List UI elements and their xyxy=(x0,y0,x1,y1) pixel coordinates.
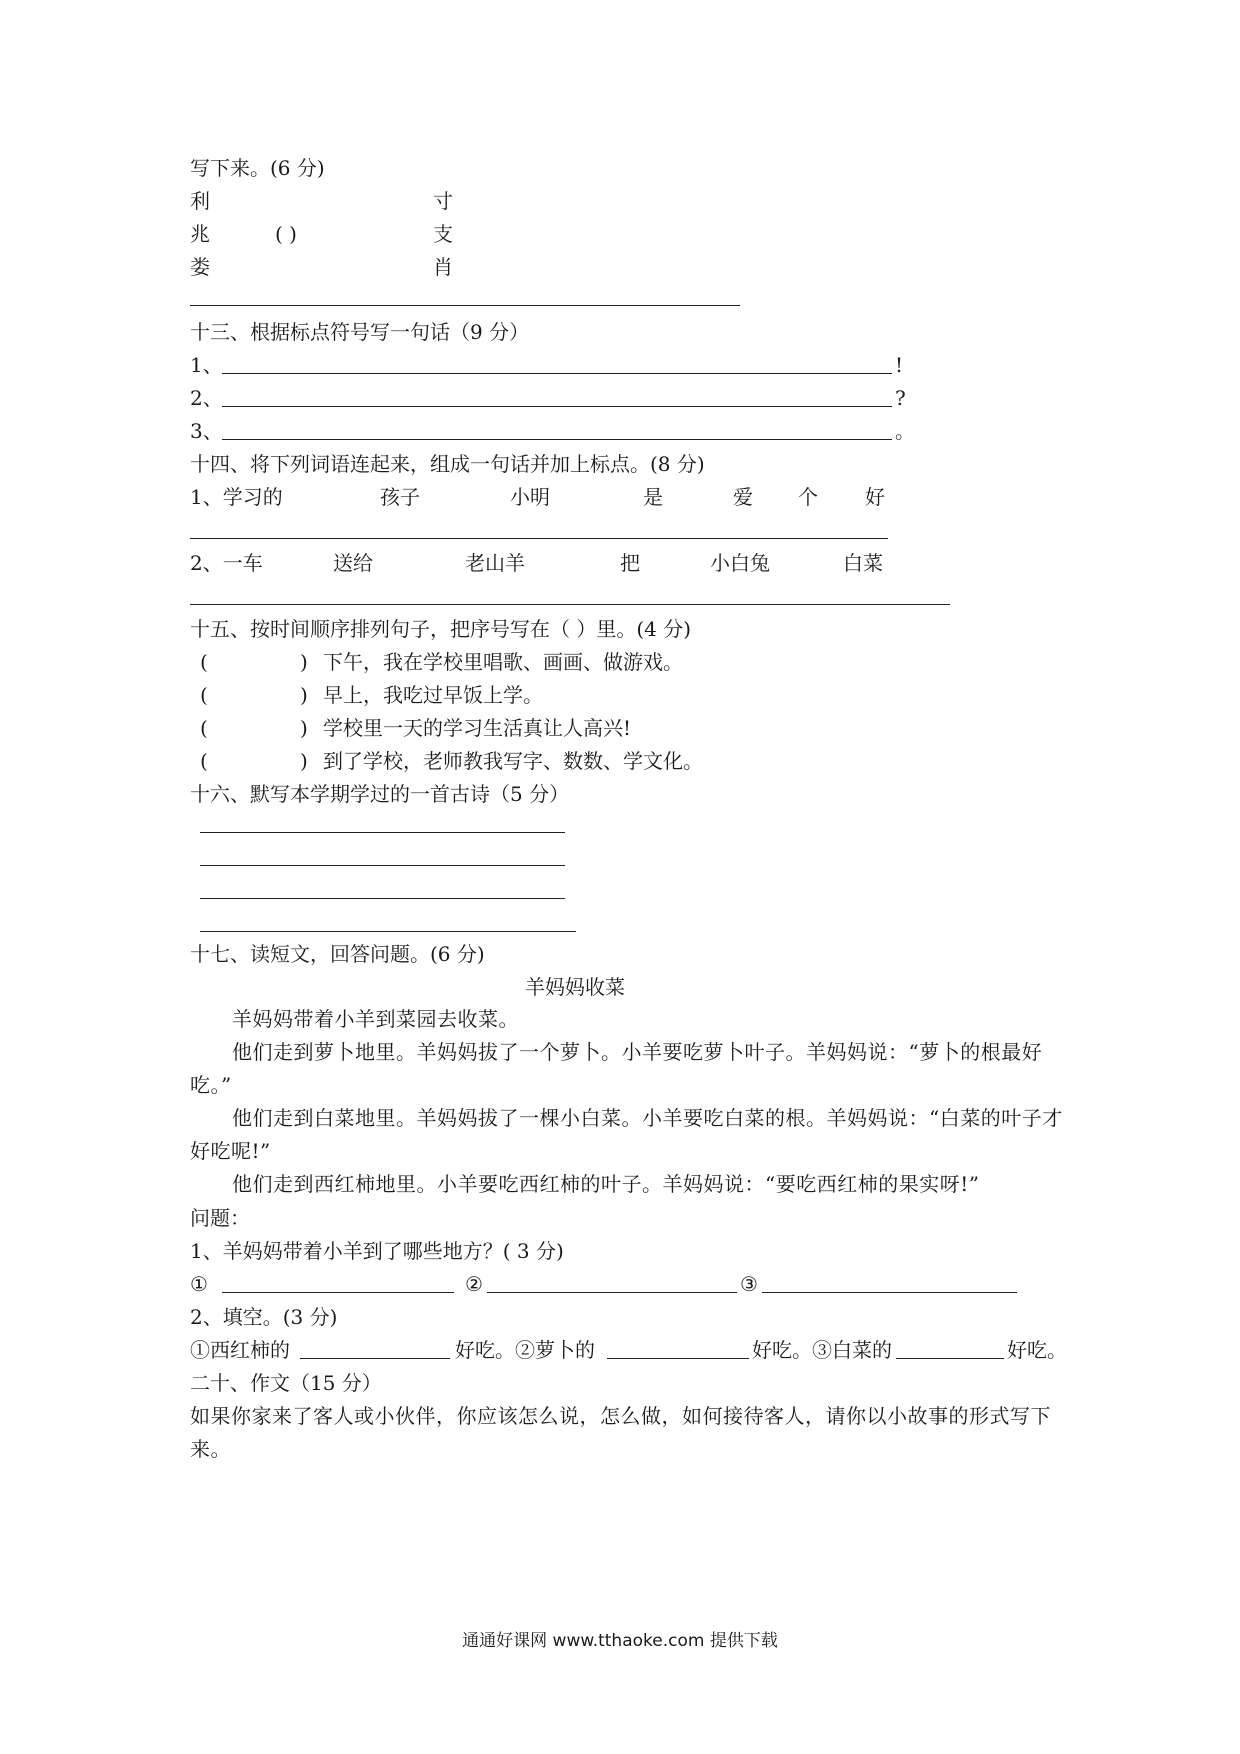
q13-title: 十三、根据标点符号写一句话（9 分） xyxy=(190,320,530,344)
q17-paragraph-4: 他们走到西红柿地里。小羊要吃西红柿的叶子。羊妈妈说：“要吃西红柿的果实呀!” xyxy=(232,1172,980,1196)
q12-left-char-1: 利 xyxy=(190,189,210,213)
q20-title: 二十、作文（15 分） xyxy=(190,1371,382,1395)
q17-paragraph-1: 羊妈妈带着小羊到菜园去收菜。 xyxy=(232,1007,519,1031)
q15-item-4-text: 到了学校，老师教我写字、数数、学文化。 xyxy=(323,749,703,773)
q20-body: 如果你家来了客人或小伙伴，你应该怎么说，怎么做，如何接待客人，请你以小故事的形式写下来。 xyxy=(190,1404,1051,1461)
q13-item-3-end: 。 xyxy=(895,419,915,443)
q15-item-1-paren-open[interactable]: ( xyxy=(200,650,208,674)
q14-row2-word-3: 老山羊 xyxy=(465,551,525,575)
q15-item-2-text: 早上，我吃过早饭上学。 xyxy=(323,683,543,707)
q13-item-3-line[interactable] xyxy=(222,439,892,440)
q14-title: 十四、将下列词语连起来，组成一句话并加上标点。(8 分) xyxy=(190,452,705,476)
q14-row2-word-4: 把 xyxy=(620,551,640,575)
q15-item-3-paren-close[interactable]: ) xyxy=(300,716,308,740)
q17-paragraph-2: 他们走到萝卜地里。羊妈妈拔了一个萝卜。小羊要吃萝卜叶子。羊妈妈说：“萝卜的根最好吃。” xyxy=(190,1040,1043,1097)
q17-story-title: 羊妈妈收菜 xyxy=(525,975,625,999)
q17-q1-blank-3[interactable] xyxy=(762,1292,1017,1293)
q16-poem-line-4[interactable] xyxy=(200,931,576,932)
q14-row2-word-2: 送给 xyxy=(333,551,373,575)
q15-item-2-paren-close[interactable]: ) xyxy=(300,683,308,707)
q15-item-3-text: 学校里一天的学习生活真让人高兴! xyxy=(323,716,632,740)
q14-row1-word-4: 是 xyxy=(643,485,663,509)
q17-question-2: 2、填空。(3 分) xyxy=(190,1305,338,1329)
q13-item-2-line[interactable] xyxy=(222,406,892,407)
q14-row2-word-1: 2、一车 xyxy=(190,551,263,575)
q14-row1-word-2: 孩子 xyxy=(380,485,420,509)
q17-q1-mark-3: ③ xyxy=(740,1272,758,1296)
q15-item-4-paren-close[interactable]: ) xyxy=(300,749,308,773)
q15-item-3-paren-open[interactable]: ( xyxy=(200,716,208,740)
q16-poem-line-3[interactable] xyxy=(200,898,565,899)
q15-item-1-paren-close[interactable]: ) xyxy=(300,650,308,674)
q17-paragraph-3: 他们走到白菜地里。羊妈妈拔了一棵小白菜。小羊要吃白菜的根。羊妈妈说：“白菜的叶子才好吃呢!” xyxy=(190,1106,1063,1163)
q16-poem-line-1[interactable] xyxy=(200,832,565,833)
q14-row1-word-1: 1、学习的 xyxy=(190,485,283,509)
q16-title: 十六、默写本学期学过的一首古诗（5 分） xyxy=(190,782,570,806)
q14-row1-answer-line[interactable] xyxy=(190,538,888,539)
q17-q2-part-3: 好吃。③白菜的 xyxy=(752,1338,892,1362)
q12-left-char-2: 兆 xyxy=(190,222,210,246)
q17-questions-label: 问题： xyxy=(190,1206,250,1230)
q12-tail: 写下来。(6 分) xyxy=(190,156,325,180)
q17-q2-part-1: ①西红柿的 xyxy=(190,1338,290,1362)
q17-q2-blank-1[interactable] xyxy=(300,1358,450,1359)
q17-title: 十七、读短文，回答问题。(6 分) xyxy=(190,942,485,966)
q12-left-char-3: 娄 xyxy=(190,255,210,279)
q17-q2-blank-3[interactable] xyxy=(896,1358,1004,1359)
q16-poem-line-2[interactable] xyxy=(200,865,565,866)
q12-right-char-2: 支 xyxy=(433,222,453,246)
q17-q1-blank-2[interactable] xyxy=(487,1292,737,1293)
q14-row1-word-3: 小明 xyxy=(510,485,550,509)
q12-right-char-1: 寸 xyxy=(433,189,453,213)
q14-row1-word-5: 爱 xyxy=(733,485,753,509)
q17-q2-part-2: 好吃。②萝卜的 xyxy=(455,1338,595,1362)
q14-row1-word-7: 好 xyxy=(865,485,885,509)
q17-q2-blank-2[interactable] xyxy=(607,1358,749,1359)
q12-answer-line[interactable] xyxy=(190,305,740,306)
q13-item-1-num: 1、 xyxy=(190,353,223,377)
q13-item-2-num: 2、 xyxy=(190,386,223,410)
q14-row2-word-5: 小白兔 xyxy=(710,551,770,575)
q15-item-1-text: 下午，我在学校里唱歌、画画、做游戏。 xyxy=(323,650,683,674)
page-footer: 通通好课网 www.tthaoke.com 提供下载 xyxy=(462,1631,778,1651)
q15-item-2-paren-open[interactable]: ( xyxy=(200,683,208,707)
q14-row2-answer-line[interactable] xyxy=(190,604,950,605)
q12-right-char-3: 肖 xyxy=(433,255,453,279)
q15-title: 十五、按时间顺序排列句子，把序号写在（ ）里。(4 分) xyxy=(190,617,692,641)
q13-item-1-end: ! xyxy=(895,353,904,377)
q15-item-4-paren-open[interactable]: ( xyxy=(200,749,208,773)
q17-q2-part-4: 好吃。 xyxy=(1007,1338,1067,1362)
q14-row1-word-6: 个 xyxy=(798,485,818,509)
q17-q1-blank-1[interactable] xyxy=(222,1292,454,1293)
q13-item-2-end: ? xyxy=(895,386,906,410)
q17-q1-mark-1: ① xyxy=(190,1272,208,1296)
q17-question-1: 1、羊妈妈带着小羊到了哪些地方？( 3 分) xyxy=(190,1239,564,1263)
q17-q1-mark-2: ② xyxy=(465,1272,483,1296)
q12-answer-paren[interactable]: ( ) xyxy=(275,222,297,246)
q14-row2-word-6: 白菜 xyxy=(843,551,883,575)
q13-item-1-line[interactable] xyxy=(222,373,892,374)
q13-item-3-num: 3、 xyxy=(190,419,223,443)
